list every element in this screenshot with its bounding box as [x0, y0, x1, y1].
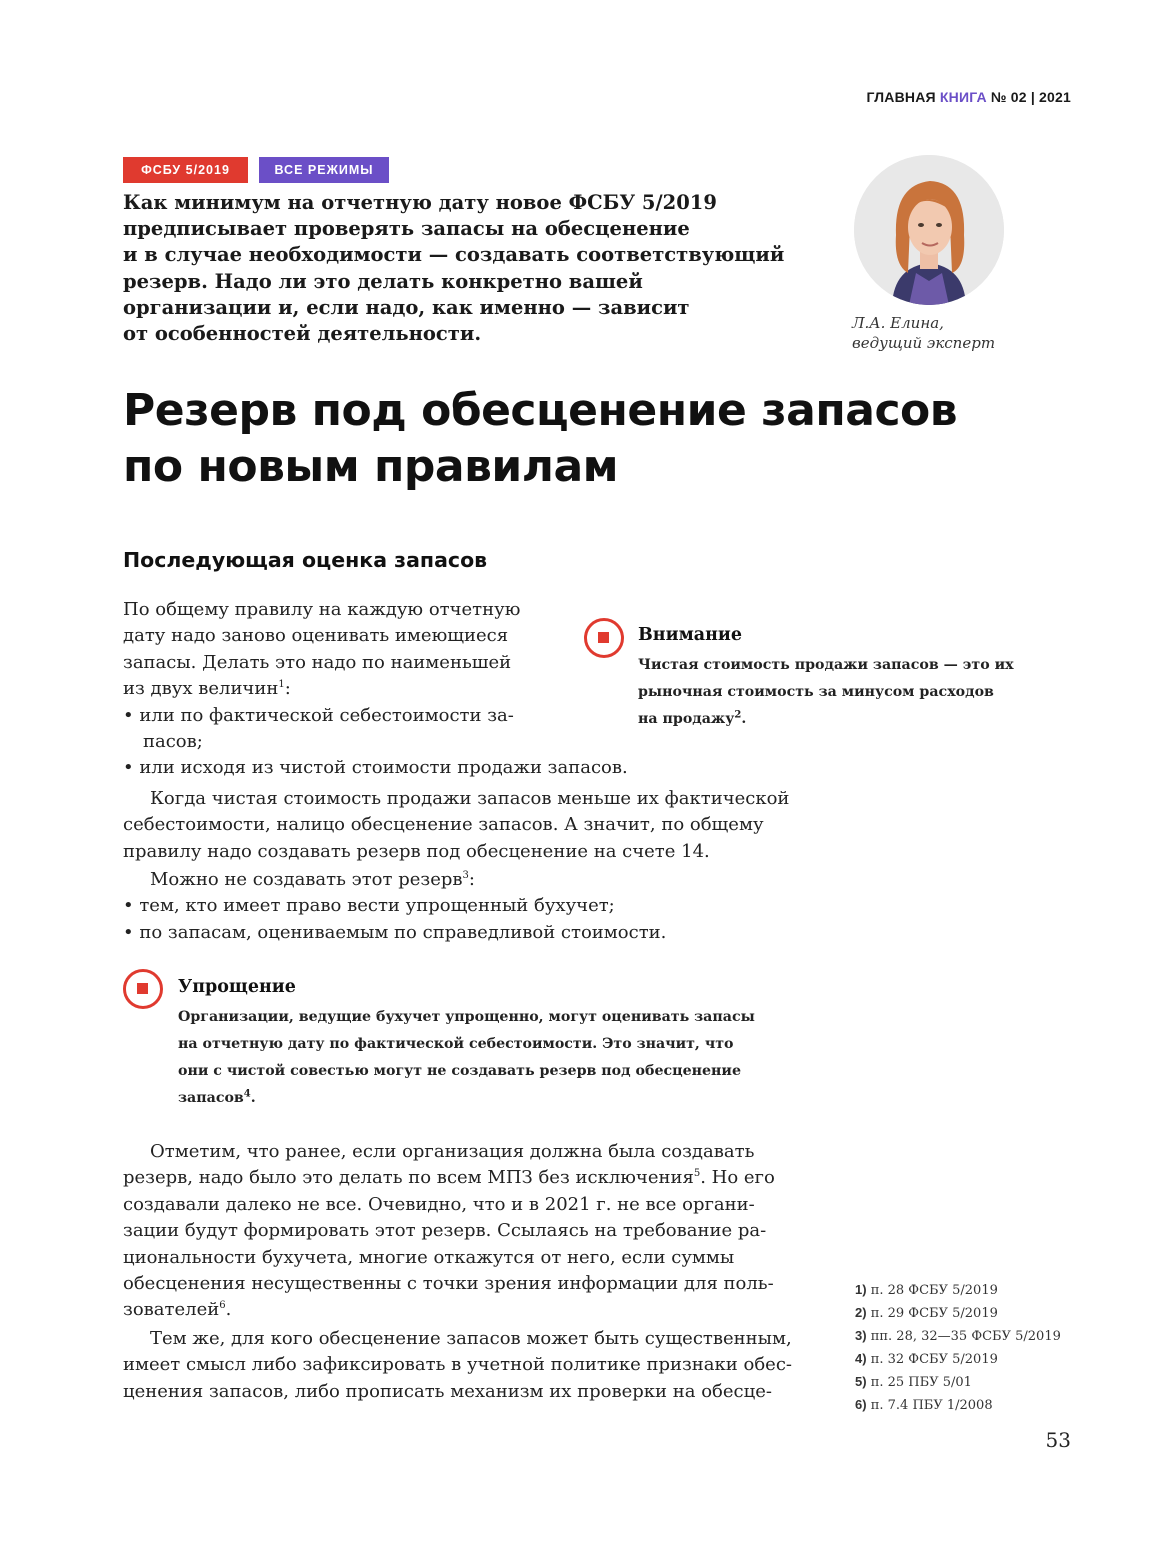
footnote-ref[interactable]: 2: [734, 709, 742, 721]
footnote-ref[interactable]: 4: [243, 1088, 251, 1100]
text-line: Отметим, что ранее, если организация должна была создавать: [150, 1141, 755, 1162]
footnote-text: пп. 28, 32—35 ФСБУ 5/2019: [870, 1329, 1061, 1344]
paragraph-3: [123, 867, 813, 946]
text-fragment: .: [741, 711, 747, 727]
text-fragment: резерв, надо было это делать по всем МПЗ без исключения: [123, 1167, 694, 1189]
footnote: [855, 1302, 1061, 1325]
lead-line: предписывает проверять запасы на обесценение: [123, 217, 690, 241]
brand-main: ГЛАВНАЯ: [866, 89, 936, 105]
footnote-ref[interactable]: 3: [462, 870, 469, 881]
footnote-number: 5): [855, 1374, 867, 1389]
footnote-number: 2): [855, 1305, 867, 1320]
lead-line: от особенностей деятельности.: [123, 322, 482, 346]
footnote-text: п. 29 ФСБУ 5/2019: [870, 1306, 998, 1321]
callout-line: они с чистой совестью могут не создавать резерв под обесценение: [178, 1063, 741, 1079]
tag-all-regimes: ВСЕ РЕЖИМЫ: [259, 157, 389, 183]
lead-paragraph: [123, 190, 823, 347]
footnote: [855, 1371, 1061, 1394]
callout-line: [178, 1085, 755, 1112]
footnote-ref[interactable]: 6: [219, 1300, 226, 1312]
author-photo: [854, 155, 1004, 305]
footnote-ref[interactable]: 1: [278, 679, 285, 691]
callout-line: на отчетную дату по фактической себестоимости. Это значит, что: [178, 1036, 734, 1052]
tag-fsbu: ФСБУ 5/2019: [123, 157, 248, 183]
simplification-icon: [123, 969, 163, 1009]
paragraph-5: [123, 1326, 813, 1405]
issue-number: № 02 | 2021: [990, 89, 1071, 105]
text-line: запасы. Делать это надо по наименьшей: [123, 651, 512, 673]
paragraph-2: [123, 786, 813, 865]
simplification-title: Упрощение: [178, 977, 296, 997]
text-line: правилу надо создавать резерв под обесценение на счете 14.: [123, 840, 710, 862]
page-number: 53: [1045, 1428, 1071, 1452]
text-fragment: на продажу: [638, 711, 735, 727]
bullet-item: • по запасам, оцениваемым по справедливой стоимости.: [123, 921, 667, 943]
footnotes: [855, 1279, 1061, 1417]
footnote-number: 1): [855, 1282, 867, 1297]
footnote: [855, 1325, 1061, 1348]
text-line: себестоимости, налицо обесценение запасов. А значит, по общему: [123, 814, 764, 836]
footnote-text: п. 32 ФСБУ 5/2019: [870, 1352, 998, 1367]
text-line: [123, 1297, 813, 1323]
text-fragment: из двух величин: [123, 678, 279, 700]
attention-icon: [584, 618, 624, 658]
footnote-ref[interactable]: 5: [693, 1168, 701, 1180]
author-name: Л.А. Елина,: [852, 314, 944, 332]
attention-title: Внимание: [638, 625, 743, 645]
text-fragment: .: [225, 1299, 232, 1321]
author-portrait-icon: [854, 155, 1004, 305]
text-line: Тем же, для кого обесценение запасов может быть существенным,: [150, 1328, 792, 1349]
text-fragment: .: [250, 1090, 256, 1106]
section-heading: Последующая оценка запасов: [123, 548, 488, 572]
bullet-item: • тем, кто имеет право вести упрощенный бухучет;: [123, 895, 615, 917]
article-title: [123, 383, 957, 495]
text-line: [123, 1165, 813, 1191]
title-line: Резерв под обесценение запасов: [123, 385, 958, 436]
text-line: обесценения несущественны с точки зрения информации для поль-: [123, 1273, 774, 1295]
text-fragment: :: [284, 678, 291, 700]
footnote-text: п. 25 ПБУ 5/01: [870, 1375, 972, 1390]
text-line: ценения запасов, либо прописать механизм их проверки на обесце-: [123, 1380, 772, 1402]
text-fragment: запасов: [178, 1090, 244, 1106]
callout-line: Чистая стоимость продажи запасов — это их: [638, 657, 1014, 673]
text-line: дату надо заново оценивать имеющиеся: [123, 625, 509, 647]
text-line: По общему правилу на каждую отчетную: [123, 599, 521, 620]
footnote-number: 4): [855, 1351, 867, 1366]
text-line: имеет смысл либо зафиксировать в учетной политике признаки обес-: [123, 1354, 792, 1376]
masthead: [866, 89, 1071, 105]
footnote-text: п. 28 ФСБУ 5/2019: [870, 1283, 998, 1298]
footnote-text: п. 7.4 ПБУ 1/2008: [870, 1398, 993, 1413]
bullet-item: • или исходя из чистой стоимости продажи запасов.: [123, 757, 628, 779]
bullet-item: • или по фактической себестоимости за-: [123, 704, 514, 726]
footnote: [855, 1279, 1061, 1302]
lead-line: Как минимум на отчетную дату новое ФСБУ 5/2019: [123, 191, 717, 214]
bullet-continuation: пасов;: [143, 731, 203, 753]
footnote-number: 3): [855, 1328, 867, 1343]
text-fragment: Можно не создавать этот резерв: [150, 869, 463, 890]
lead-line: и в случае необходимости — создавать соответствующий: [123, 243, 785, 267]
text-line: циональности бухучета, многие откажутся от него, если суммы: [123, 1246, 735, 1268]
lead-line: организации и, если надо, как именно — зависит: [123, 295, 690, 319]
text-fragment: . Но его: [700, 1167, 775, 1189]
text-line: зации будут формировать этот резерв. Ссылаясь на требование ра-: [123, 1220, 767, 1242]
attention-text: [638, 652, 1014, 733]
footnote-number: 6): [855, 1397, 867, 1412]
footnote: [855, 1348, 1061, 1371]
simplification-text: [178, 1004, 755, 1112]
callout-line: [638, 706, 1014, 733]
paragraph-4: [123, 1139, 813, 1324]
footnote: [855, 1394, 1061, 1417]
author-role: ведущий эксперт: [852, 334, 996, 352]
text-line: [123, 867, 813, 893]
title-line: по новым правилам: [123, 441, 619, 492]
callout-line: рыночная стоимость за минусом расходов: [638, 684, 994, 700]
text-line: Когда чистая стоимость продажи запасов меньше их фактической: [150, 788, 790, 809]
author-caption: [852, 313, 995, 353]
brand-accent: КНИГА: [939, 89, 987, 105]
lead-line: резерв. Надо ли это делать конкретно вашей: [123, 269, 643, 293]
text-fragment: зователей: [123, 1299, 220, 1321]
callout-line: Организации, ведущие бухучет упрощенно, могут оценивать запасы: [178, 1009, 755, 1025]
text-line: создавали далеко не все. Очевидно, что и в 2021 г. не все органи-: [123, 1193, 755, 1215]
text-fragment: :: [468, 869, 475, 890]
